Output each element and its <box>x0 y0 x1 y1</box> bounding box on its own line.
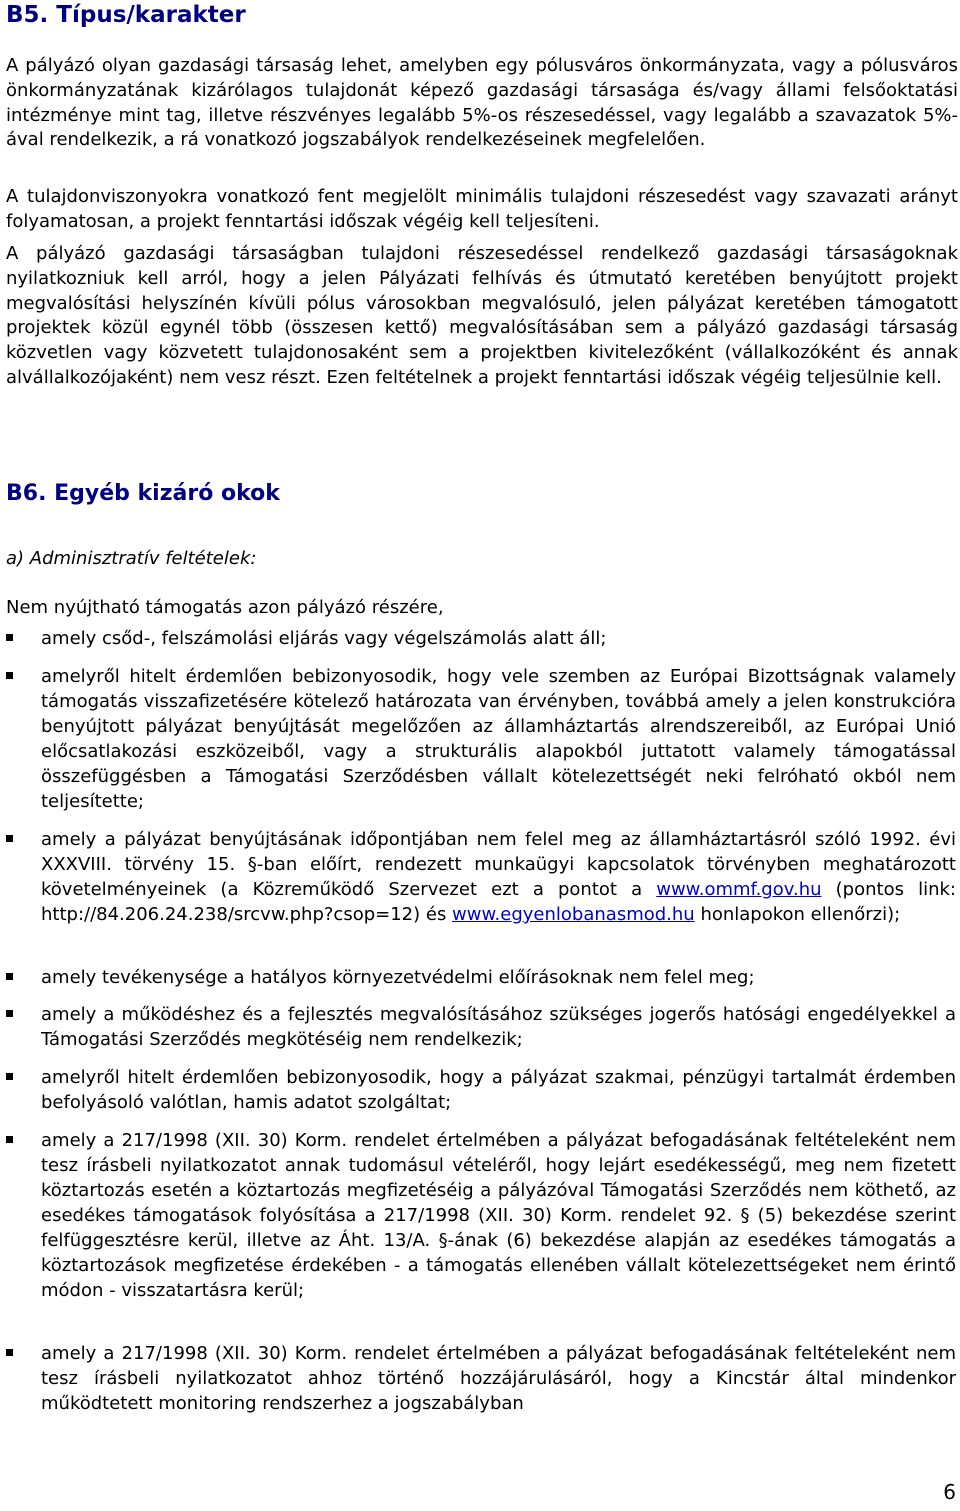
list-item-text-part: amely a pályázat benyújtásának időpontjában nem felel meg az államháztartásról szóló 1992. évi XXXVIII. törvény 15. §-ban előírt, rendezett munkaügyi kapcsolatok törvényben meghatározott követelményeinek (a Közreműködő Szervezet ezt a pontot a <box>41 829 956 900</box>
list-item <box>6 965 958 990</box>
b5-paragraph-1: A pályázó olyan gazdasági társaság lehet, amelyben egy pólusváros önkormányzata, vagy a pólusváros önkormányzatának kizárólagos tulajdonát képező gazdasági társasága és/vagy állami felsőoktatási intézménye mint tag, illetve részvényes legalább 5%-os részesedéssel, vagy legalább a szavazatok 5%-ával rendelkezik, a rá vonatkozó jogszabályok rendelkezéseinek megfelelően. <box>6 55 958 151</box>
list-item-text-part: (pontos link: http://84.206.24.238/srcvw.php?csop=12) és <box>41 879 956 925</box>
list-item-text: amelyről hitelt érdemlően bebizonyosodik, hogy a pályázat szakmai, pénzügyi tartalmát érdemben befolyásoló valótlan, hamis adatot szolgáltat; <box>41 1067 956 1113</box>
list-item-text: amely a működéshez és a fejlesztés megvalósításához szükséges jogerős hatósági engedélyekkel a Támogatási Szerződés megkötéséig nem rendelkezik; <box>41 1004 956 1050</box>
page-number: 6 <box>943 1480 956 1504</box>
list-item <box>6 1128 958 1303</box>
section-b6-title: B6. Egyéb kizáró okok <box>6 481 280 506</box>
list-item-text <box>41 827 956 927</box>
list-item-text: amely a 217/1998 (XII. 30) Korm. rendelet értelmében a pályázat befogadásának feltételeként nem tesz írásbeli nyilatkozatot ahhoz történő hozzájárulásáról, hogy a Kincstár által mindenkor működtetett monitoring rendszerhez a jogszabályban <box>41 1343 956 1414</box>
list-item-text-part: honlapokon ellenőrzi); <box>694 904 901 925</box>
section-b5-title: B5. Típus/karakter <box>6 2 246 28</box>
list-item <box>6 1002 958 1052</box>
list-item-text: amely tevékenysége a hatályos környezetvédelmi előírásoknak nem felel meg; <box>41 967 755 988</box>
list-item-text: amely a 217/1998 (XII. 30) Korm. rendelet értelmében a pályázat befogadásának feltételeként nem tesz írásbeli nyilatkozatot annak tudomásul vételéről, hogy lejárt esedékességű, meg nem fizetett köztartozás esetén a köztartozás megfizetéséig a pályázóval Támogatási Szerződés nem köthető, az esedékes támogatások folyósítása a 217/1998 (XII. 30) Korm. rendelet 92. § (5) bekezdése szerint felfüggesztésre kerül, illetve az Áht. 13/A. §-ának (6) bekezdése alapján az esedékes támogatás a köztartozások megfizetése érdekében - a támogatás ellenében vállalt kötelezettségeket nem érintő módon - visszatartásra kerül; <box>41 1130 956 1301</box>
b6-subheading: a) Adminisztratív feltételek: <box>6 548 257 569</box>
bullet-square-icon <box>6 1010 13 1017</box>
bullet-square-icon <box>6 835 13 842</box>
b5-paragraph-3: A pályázó gazdasági társaságban tulajdoni részesedéssel rendelkező gazdasági társaságoknak nyilatkozniuk kell arról, hogy a jelen Pályázati felhívás és útmutató keretében benyújtott projekt megvalósítási helyszínén kívüli pólus városokban megvalósuló, jelen pályázat keretében támogatott projektek közül egynél több (összesen kettő) megvalósításában sem a pályázó gazdasági társaság közvetlen vagy közvetett tulajdonosaként sem a projektben kivitelezőként (vállalkozóként és annak alvállalkozójaként) nem vesz részt. Ezen feltételnek a projekt fenntartási időszak végéig teljesülnie kell. <box>6 243 958 388</box>
b6-intro: Nem nyújtható támogatás azon pályázó részére, <box>6 597 444 618</box>
list-item-text: amely csőd-, felszámolási eljárás vagy végelszámolás alatt áll; <box>41 628 607 649</box>
list-item <box>6 827 958 927</box>
list-item <box>6 626 958 651</box>
bullet-square-icon <box>6 1136 13 1143</box>
bullet-square-icon <box>6 1349 13 1356</box>
bullet-square-icon <box>6 1073 13 1080</box>
bullet-square-icon <box>6 672 13 679</box>
b5-paragraph-2: A tulajdonviszonyokra vonatkozó fent megjelölt minimális tulajdoni részesedést vagy szavazati arányt folyamatosan, a projekt fenntartási időszak végéig kell teljesíteni. <box>6 186 958 232</box>
list-item-text: amelyről hitelt érdemlően bebizonyosodik, hogy vele szemben az Európai Bizottságnak valamely támogatás visszafizetésére kötelező határozata van érvényben, továbbá amely a jelen konstrukcióra benyújtott pályázat benyújtását megelőzően az államháztartás alrendszereiből, az Európai Unió előcsatlakozási eszközeiből, vagy a strukturális alapokból juttatott valamely támogatással összefüggésben a Támogatási Szerződésben vállalt kötelezettségét neki felróható okból nem teljesítette; <box>41 666 956 812</box>
bullet-square-icon <box>6 973 13 980</box>
egyenlobanasmod-link[interactable]: www.egyenlobanasmod.hu <box>452 904 695 925</box>
list-item <box>6 1341 958 1416</box>
list-item <box>6 1065 958 1115</box>
bullet-square-icon <box>6 634 13 641</box>
ommf-link[interactable]: www.ommf.gov.hu <box>656 879 822 900</box>
list-item <box>6 664 958 814</box>
